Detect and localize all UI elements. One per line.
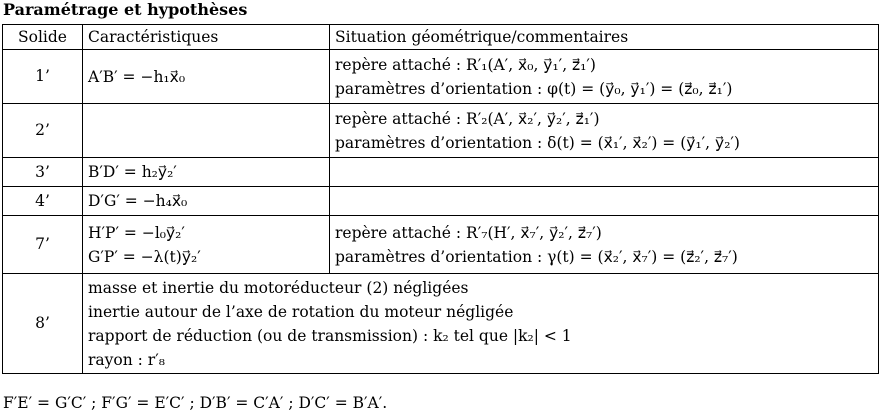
- situation-line: repère attaché : R′₂(A′, x⃗₂′, y⃗₂′, z⃗₁′): [335, 109, 600, 128]
- note-line: masse et inertie du motoréducteur (2) négligées: [88, 278, 469, 297]
- cell-situation: [330, 158, 879, 187]
- note-line: inertie autour de l’axe de rotation du moteur négligée: [88, 302, 514, 321]
- carac-line: A′B′ = −h₁x⃗₀: [88, 67, 186, 86]
- header-solide: Solide: [3, 25, 83, 50]
- carac-line: B′D′ = h₂y⃗₂′: [88, 163, 177, 181]
- cell-situation: [330, 216, 879, 274]
- parameters-table: [2, 24, 879, 374]
- cell-notes: [83, 274, 879, 374]
- situation-line: repère attaché : R′₁(A′, x⃗₀, y⃗₁′, z⃗₁′): [335, 55, 596, 74]
- table-row: [3, 158, 879, 187]
- cell-solide: 4’: [3, 187, 83, 216]
- cell-solide: 1’: [3, 50, 83, 104]
- situation-line: paramètres d’orientation : γ(t) = (x⃗₂′, x⃗₇′) = (z⃗₂′, z⃗₇′): [335, 247, 738, 266]
- note-line: rayon : r′₈: [88, 350, 165, 369]
- header-caracteristiques: Caractéristiques: [83, 25, 330, 50]
- cell-situation: [330, 187, 879, 216]
- cell-situation: [330, 50, 879, 104]
- situation-line: repère attaché : R′₇(H′, x⃗₇′, y⃗₂′, z⃗₇′): [335, 223, 602, 242]
- cell-solide: 7’: [3, 216, 83, 274]
- vector-equalities: F′E′ = G′C′ ; F′G′ = E′C′ ; D′B′ = C′A′ ; D′C′ = B′A′.: [3, 394, 388, 412]
- table-row: [3, 104, 879, 158]
- cell-solide: 3’: [3, 158, 83, 187]
- cell-carac: [83, 50, 330, 104]
- carac-line: G′P′ = −λ(t)y⃗₂′: [88, 247, 201, 266]
- cell-carac: [83, 104, 330, 158]
- section-title: Paramétrage et hypothèses: [3, 0, 248, 19]
- cell-carac: [83, 187, 330, 216]
- cell-carac: [83, 158, 330, 187]
- table-row: [3, 274, 879, 374]
- carac-line: H′P′ = −l₀y⃗₂′: [88, 223, 185, 242]
- cell-carac: [83, 216, 330, 274]
- header-situation: Situation géométrique/commentaires: [330, 25, 879, 50]
- carac-line: D′G′ = −h₄x⃗₀: [88, 192, 188, 210]
- table-row: [3, 187, 879, 216]
- table-header-row: [3, 25, 879, 50]
- cell-situation: [330, 104, 879, 158]
- note-line: rapport de réduction (ou de transmission) : k₂ tel que |k₂| < 1: [88, 326, 572, 345]
- cell-solide: 8’: [3, 274, 83, 374]
- situation-line: paramètres d’orientation : φ(t) = (y⃗₀, y⃗₁′) = (z⃗₀, z⃗₁′): [335, 79, 733, 98]
- table-row: [3, 216, 879, 274]
- situation-line: paramètres d’orientation : δ(t) = (x⃗₁′, x⃗₂′) = (y⃗₁′, y⃗₂′): [335, 133, 740, 152]
- cell-solide: 2’: [3, 104, 83, 158]
- table-row: [3, 50, 879, 104]
